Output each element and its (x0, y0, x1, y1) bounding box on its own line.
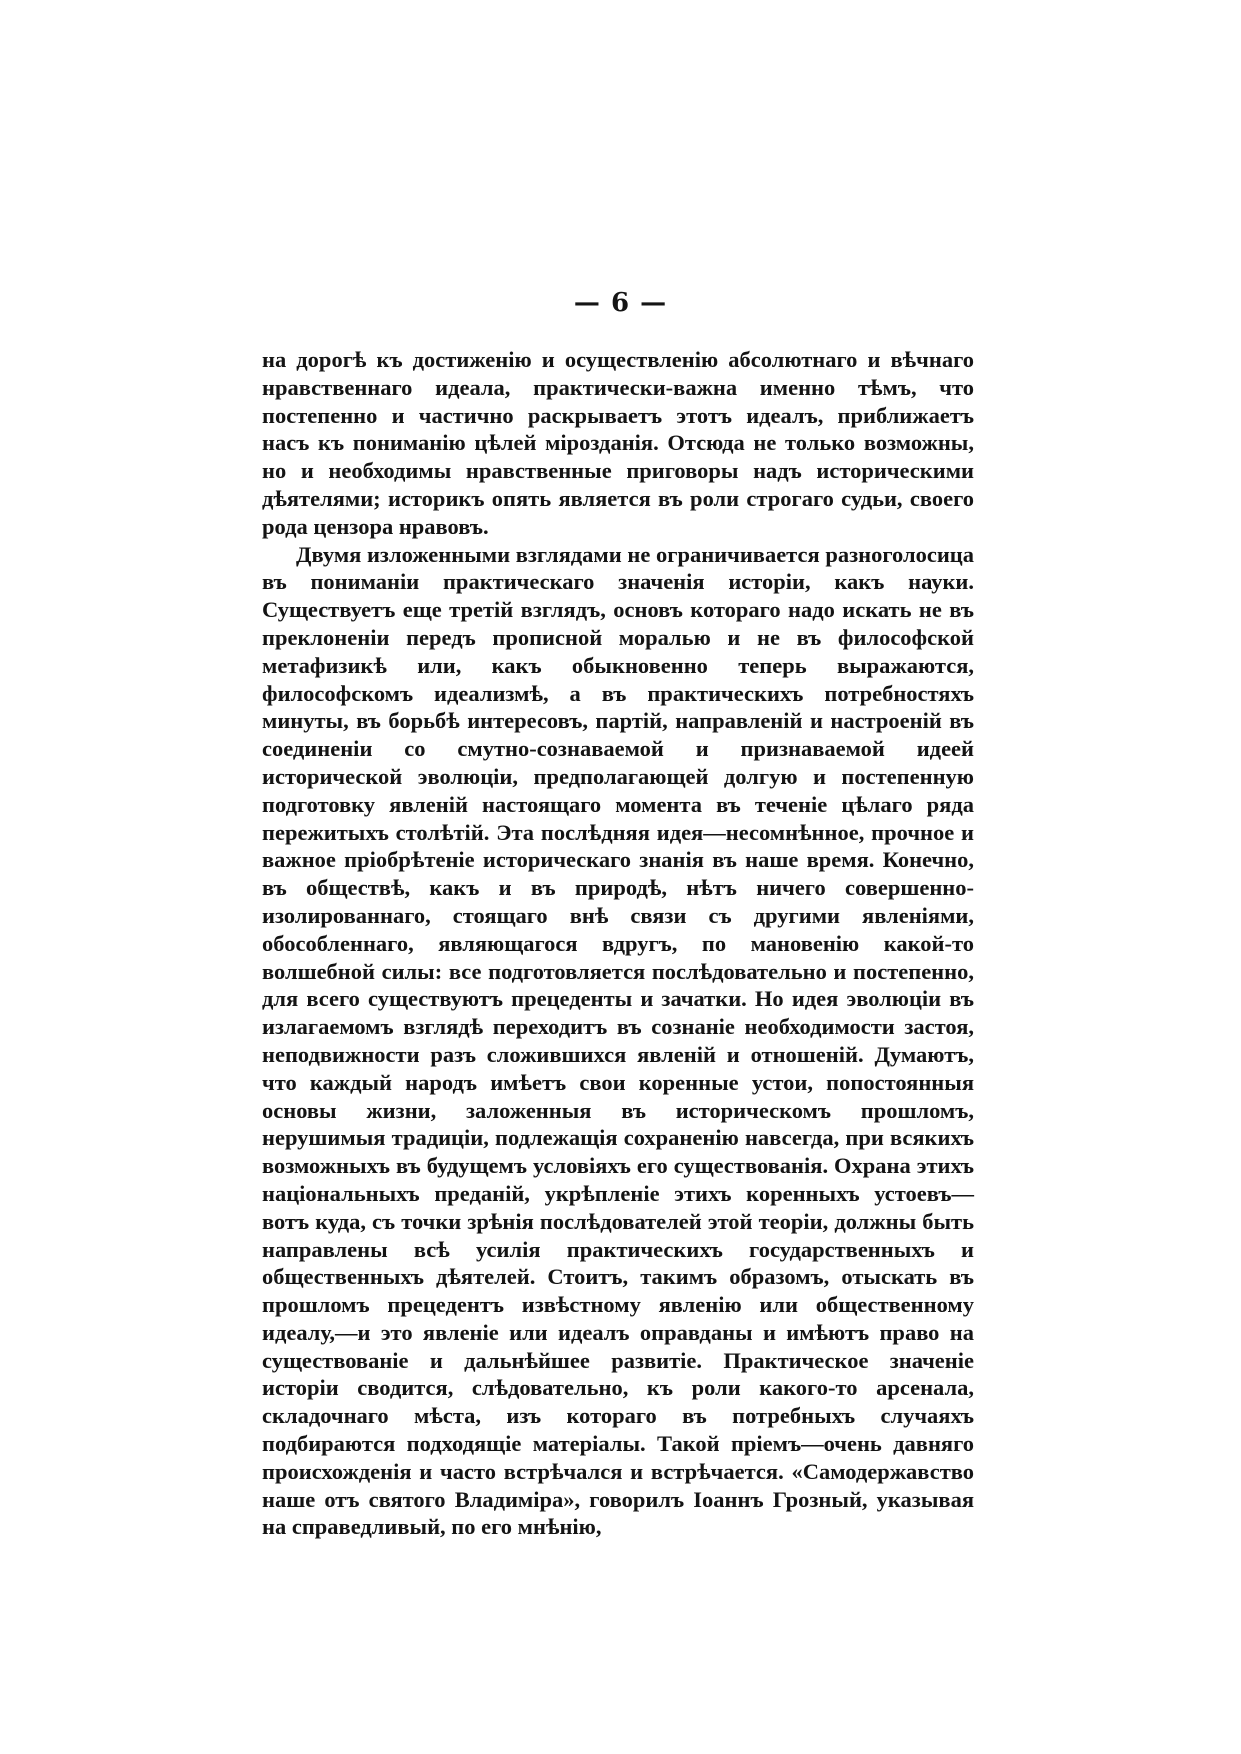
body-text (262, 346, 974, 1541)
paragraph-third-view: Двумя изложенными взглядами не ограничивается разноголосица въ пониманіи практическаго значенія исторіи, какъ науки. Существуетъ еще третій взглядъ, основъ котораго надо искать не въ преклоненіи передъ прописной моралью и не въ философской метафизикѣ или, какъ обыкновенно теперь выражаются, философскомъ идеализмѣ, а въ практическихъ потребностяхъ минуты, въ борьбѣ интересовъ, партій, направленій и настроеній въ соединеніи со смутно-сознаваемой и признаваемой идеей исторической эволюціи, предполагающей долгую и постепенную подготовку явленій настоящаго момента въ теченіе цѣлаго ряда пережитыхъ столѣтій. Эта послѣдняя идея—несомнѣнное, прочное и важное пріобрѣтеніе историческаго знанія въ наше время. Конечно, въ обществѣ, какъ и въ природѣ, нѣтъ ничего совершенно-изолированнаго, стоящаго внѣ связи съ другими явленіями, обособленнаго, являющагося вдругъ, по мановенію какой-то волшебной силы: все подготовляется послѣдовательно и постепенно, для всего существуютъ прецеденты и зачатки. Но идея эволюціи въ излагаемомъ взглядѣ переходитъ въ сознаніе необходимости застоя, неподвижности разъ сложившихся явленій и отношеній. Думаютъ, что каждый народъ имѣетъ свои коренные устои, попостоянныя основы жизни, заложенныя въ историческомъ прошломъ, нерушимыя традиціи, подлежащія сохраненію навсегда, при всякихъ возможныхъ въ будущемъ условіяхъ его существованія. Охрана этихъ національныхъ преданій, укрѣпленіе этихъ коренныхъ устоевъ—вотъ куда, съ точки зрѣнія послѣдователей этой теоріи, должны быть направлены всѣ усилія практическихъ государственныхъ и общественныхъ дѣятелей. Стоитъ, такимъ образомъ, отыскать въ прошломъ прецедентъ извѣстному явленію или общественному идеалу,—и это явленіе или идеалъ оправданы и имѣютъ право на существованіе и дальнѣйшее развитіе. Практическое значеніе исторіи сводится, слѣдовательно, къ роли какого-то арсенала, складочнаго мѣста, изъ котораго въ потребныхъ случаяхъ подбираются подходящіе матеріалы. Такой пріемъ—очень давняго происхожденія и часто встрѣчался и встрѣчается. «Самодержавство наше отъ святого Владиміра», говорилъ Іоаннъ Грозный, указывая на справедливый, по его мнѣнію, (262, 541, 974, 1540)
paragraph-continuation: на дорогѣ къ достиженію и осуществленію абсолютнаго и вѣчнаго нравственнаго идеала, практически-важна именно тѣмъ, что постепенно и частично раскрываетъ этотъ идеалъ, приближаетъ насъ къ пониманію цѣлей мірозданія. Отсюда не только возможны, но и необходимы нравственные приговоры надъ историческими дѣятелями; историкъ опять является въ роли строгаго судьи, своего рода цензора нравовъ. (262, 347, 974, 539)
page-number: — 6 — (573, 288, 668, 318)
